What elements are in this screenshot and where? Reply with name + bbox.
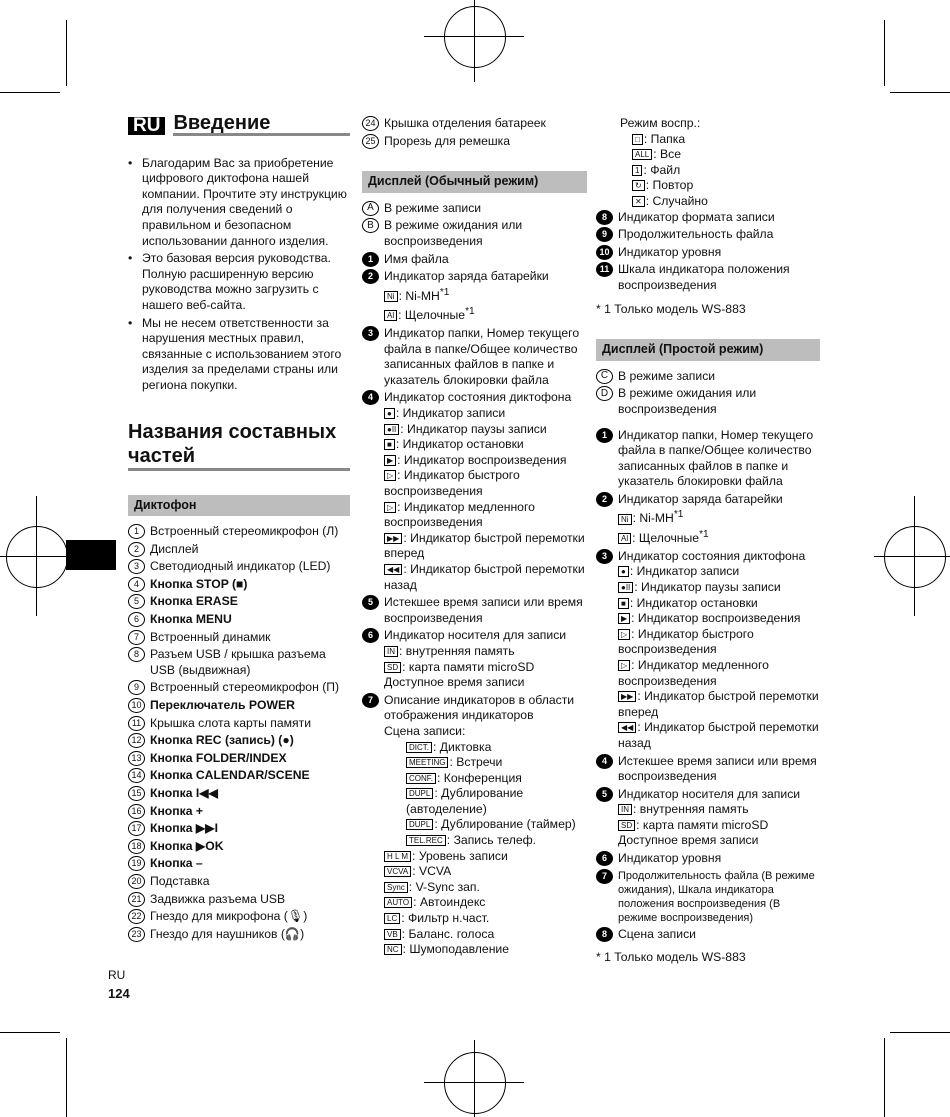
list-item: 4 Истекшее время записи или время воспроизведения: [596, 754, 820, 785]
crop-mark: [66, 1038, 67, 1117]
crop-mark: [0, 1032, 60, 1033]
crop-mark: [0, 92, 60, 93]
list-item: 5 Кнопка ERASE: [128, 594, 350, 610]
recorder-heading: Диктофон: [128, 495, 350, 517]
vsync-icon: Sync: [384, 882, 408, 893]
play-icon: ▶: [618, 613, 630, 624]
alkaline-battery-icon: Al: [384, 310, 397, 321]
list-item: 9 Продолжительность файла: [596, 227, 820, 243]
stop-icon: ■: [618, 598, 629, 609]
fast-forward-icon: ▶▶: [384, 533, 402, 544]
list-item: 15 Кнопка I◀◀: [128, 786, 350, 802]
language-badge: RU: [128, 117, 165, 135]
list-item: 1 Встроенный стереомикрофон (Л): [128, 524, 350, 540]
lowcut-filter-icon: LC: [384, 913, 400, 924]
registration-mark: [444, 6, 506, 68]
autoindex-icon: AUTO: [384, 897, 412, 908]
crop-mark: [424, 1082, 524, 1083]
display-normal-heading: Дисплей (Обычный режим): [362, 171, 587, 193]
list-item: 12 Кнопка REC (запись) (●): [128, 733, 350, 749]
crop-mark: [884, 1038, 885, 1117]
rewind-icon: ◀◀: [384, 564, 402, 575]
footnote: * 1 Только модель WS-883: [596, 301, 746, 316]
list-item: 13 Кнопка FOLDER/INDEX: [128, 751, 350, 767]
crop-mark: [474, 0, 475, 82]
slow-play-icon: ▷: [618, 660, 630, 671]
list-item: 7 Продолжительность файла (В режиме ожидания), Шкала индикатора положения воспроизведения (В режиме воспроизведения): [596, 869, 820, 925]
vcva-icon: VCVA: [384, 866, 411, 877]
crop-mark: [914, 496, 915, 616]
list-item: 1 Индикатор папки, Номер текущего файла в папке/Общее количество записанных файлов в папке и указатель блокировки файла: [596, 428, 820, 490]
list-item: 20 Подставка: [128, 874, 350, 890]
crop-mark: [874, 556, 950, 557]
list-item: 11 Шкала индикатора положения воспроизведения: [596, 262, 820, 293]
list-item: 19 Кнопка –: [128, 856, 350, 872]
list-item: 21 Задвижка разъема USB: [128, 892, 350, 908]
alkaline-battery-icon: Al: [618, 533, 631, 544]
registration-mark: [444, 1052, 506, 1114]
list-item: 5 Индикатор носителя для записи IN : внутренняя память SD : карта памяти microSD Доступное время записи: [596, 787, 820, 849]
column-3: [596, 116, 820, 966]
list-item: 8 Индикатор формата записи: [596, 210, 820, 226]
list-item: 14 Кнопка CALENDAR/SCENE: [128, 768, 350, 784]
crop-mark: [66, 20, 67, 86]
voice-balancer-icon: VB: [384, 929, 401, 940]
registration-mark: [6, 526, 68, 588]
bullet-item: • Это базовая версия руководства. Полную расширенную версию руководства можно загрузить с нашего веб-сайта.: [128, 251, 350, 313]
random-mode-icon: ✕: [632, 196, 645, 207]
noise-cancel-icon: NC: [384, 944, 402, 955]
list-item: 16 Кнопка +: [128, 804, 350, 820]
list-item: 7 Встроенный динамик: [128, 630, 350, 646]
record-icon: ●: [618, 566, 629, 577]
crop-mark: [424, 36, 524, 37]
list-item: B В режиме ожидания или воспроизведения: [362, 218, 587, 249]
fast-forward-icon: ▶▶: [618, 691, 636, 702]
list-item: 1 Имя файла: [362, 252, 587, 268]
list-item: 2 Индикатор заряда батарейки Ni : Ni-MH$^{*1}$ Al : Щелочные$^{*1}$: [362, 269, 587, 324]
internal-memory-icon: IN: [384, 646, 398, 657]
page-language: RU: [108, 968, 126, 982]
footnote: * 1 Только модель WS-883: [596, 950, 746, 965]
stop-icon: ■: [384, 439, 395, 450]
repeat-mode-icon: ↻: [632, 180, 645, 191]
fast-play-icon: ▷: [618, 629, 630, 640]
page-number: 124: [108, 986, 130, 1001]
play-icon: ▶: [384, 455, 396, 466]
list-item: 24 Крышка отделения батареек: [362, 116, 587, 132]
list-item: C В режиме записи: [596, 369, 820, 385]
display-normal-list: [362, 201, 587, 958]
crop-mark: [36, 496, 37, 616]
list-item: 3 Индикатор папки, Номер текущего файла в папке/Общее количество записанных файлов в папке и указатель блокировки файла: [362, 326, 587, 388]
dictation-scene-icon: DICT.: [406, 742, 432, 753]
internal-memory-icon: IN: [618, 804, 632, 815]
ni-mh-battery-icon: Ni: [618, 514, 632, 525]
list-item: 8 Разъем USB / крышка разъема USB (выдвижная): [128, 647, 350, 678]
sd-card-icon: SD: [384, 662, 401, 673]
list-item: 3 Индикатор состояния диктофона ● : Индикатор записи ●II : Индикатор паузы записи ■ : Индикатор остановки ▶ : Индикатор воспроизведения ▷ : Индикатор быстрого воспроизведения ▷ : Индикатор медленного воспроизведения ▶▶ : Индикатор быстрой перемотки вперед ◀◀ : Индикатор быстрой перемотки назад: [596, 549, 820, 752]
list-item: 11 Крышка слота карты памяти: [128, 716, 350, 732]
file-mode-icon: 1: [632, 165, 642, 176]
list-item: 4 Индикатор состояния диктофона ● : Индикатор записи ●II : Индикатор паузы записи ■ : Индикатор остановки ▶ : Индикатор воспроизведения ▷ : Индикатор быстрого воспроизведения ▷ : Индикатор медленного воспроизведения ▶▶ : Индикатор быстрой перемотки вперед ◀◀ : Индикатор быстрой перемотки назад: [362, 390, 587, 593]
list-item: 6 Индикатор носителя для записи IN : внутренняя память SD : карта памяти microSD Доступное время записи: [362, 628, 587, 690]
column-2: [362, 116, 587, 960]
list-item: 22 Гнездо для микрофона (🎙): [128, 909, 350, 925]
parts-list-continued: [362, 116, 587, 149]
list-item: 5 Истекшее время записи или время воспроизведения: [362, 595, 587, 626]
sd-card-icon: SD: [618, 820, 635, 831]
fast-play-icon: ▷: [384, 470, 396, 481]
crop-mark: [0, 556, 76, 557]
folder-mode-icon: □: [632, 134, 643, 145]
display-normal-list-continued: [596, 210, 820, 294]
rec-level-icon: H L M: [384, 851, 411, 862]
list-item: 9 Встроенный стереомикрофон (П): [128, 680, 350, 696]
crop-mark: [890, 1032, 950, 1033]
parts-title: Названия составных частей: [128, 420, 350, 471]
slow-play-icon: ▷: [384, 502, 396, 513]
rewind-icon: ◀◀: [618, 722, 636, 733]
parts-list: [128, 524, 350, 942]
record-pause-icon: ●II: [384, 424, 399, 435]
conference-scene-icon: CONF.: [406, 773, 436, 784]
record-icon: ●: [384, 408, 395, 419]
meeting-scene-icon: MEETING: [406, 757, 448, 768]
list-item: 8 Сцена записи: [596, 927, 820, 943]
dubbing-timer-scene-icon: DUPL: [406, 819, 433, 830]
record-pause-icon: ●II: [618, 582, 633, 593]
display-simple-list: [596, 369, 820, 943]
registration-mark: [884, 526, 946, 588]
list-item: 25 Прорезь для ремешка: [362, 134, 587, 150]
telephone-scene-icon: TEL.REC: [406, 835, 446, 846]
ni-mh-battery-icon: Ni: [384, 291, 398, 302]
crop-mark: [890, 92, 950, 93]
list-item: 10 Переключатель POWER: [128, 698, 350, 714]
list-item: 10 Индикатор уровня: [596, 245, 820, 261]
list-item: 23 Гнездо для наушников (🎧): [128, 927, 350, 943]
bullet-item: • Мы не несем ответственности за нарушения местных правил, связанные с использованием этого изделия за пределами страны или региона покупки.: [128, 316, 350, 394]
intro-heading: [128, 112, 350, 136]
list-item: 2 Индикатор заряда батарейки Ni : Ni-MH$^{*1}$ Al : Щелочные$^{*1}$: [596, 492, 820, 547]
list-item: 7 Описание индикаторов в области отображения индикаторов Сцена записи: DICT. : Диктовка MEETING : Встречи CONF. : Конференция DUPL : Дублирование (автоделение) DUPL : Дублирование (таймер) TEL.REC : Запись телеф. H L M : Уровень записи VCVA : VCVA Sync : V-Sync зап. AUTO : Автоиндекс LC : Фильтр н.част. VB : Баланс. голоса NC : Шумоподавление: [362, 693, 587, 958]
crop-mark: [884, 20, 885, 86]
crop-mark: [474, 1040, 475, 1117]
column-1: [128, 112, 350, 944]
side-tab: [66, 540, 116, 570]
intro-bullets: [128, 156, 350, 394]
list-item: 6 Кнопка MENU: [128, 612, 350, 628]
list-item: A В режиме записи: [362, 201, 587, 217]
list-item: 6 Индикатор уровня: [596, 851, 820, 867]
all-mode-icon: ALL: [632, 149, 652, 160]
dubbing-scene-icon: DUPL: [406, 788, 433, 799]
list-item: 3 Светодиодный индикатор (LED): [128, 559, 350, 575]
list-item: D В режиме ожидания или воспроизведения: [596, 386, 820, 417]
list-item: 2 Дисплей: [128, 542, 350, 558]
list-item: 4 Кнопка STOP (■): [128, 577, 350, 593]
display-simple-heading: Дисплей (Простой режим): [596, 339, 820, 361]
intro-title: Введение: [173, 116, 350, 136]
bullet-item: • Благодарим Вас за приобретение цифрового диктофона нашей компании. Прочтите эту инструкцию для получения сведений о правильном и безопасном использовании данного изделия.: [128, 156, 350, 250]
list-item: 17 Кнопка ▶▶I: [128, 821, 350, 837]
play-mode-block: Режим воспр.: □ : Папка ALL : Все 1 : Файл ↻ : Повтор ✕ : Случайно: [620, 116, 708, 208]
list-item: 18 Кнопка ▶OK: [128, 839, 350, 855]
